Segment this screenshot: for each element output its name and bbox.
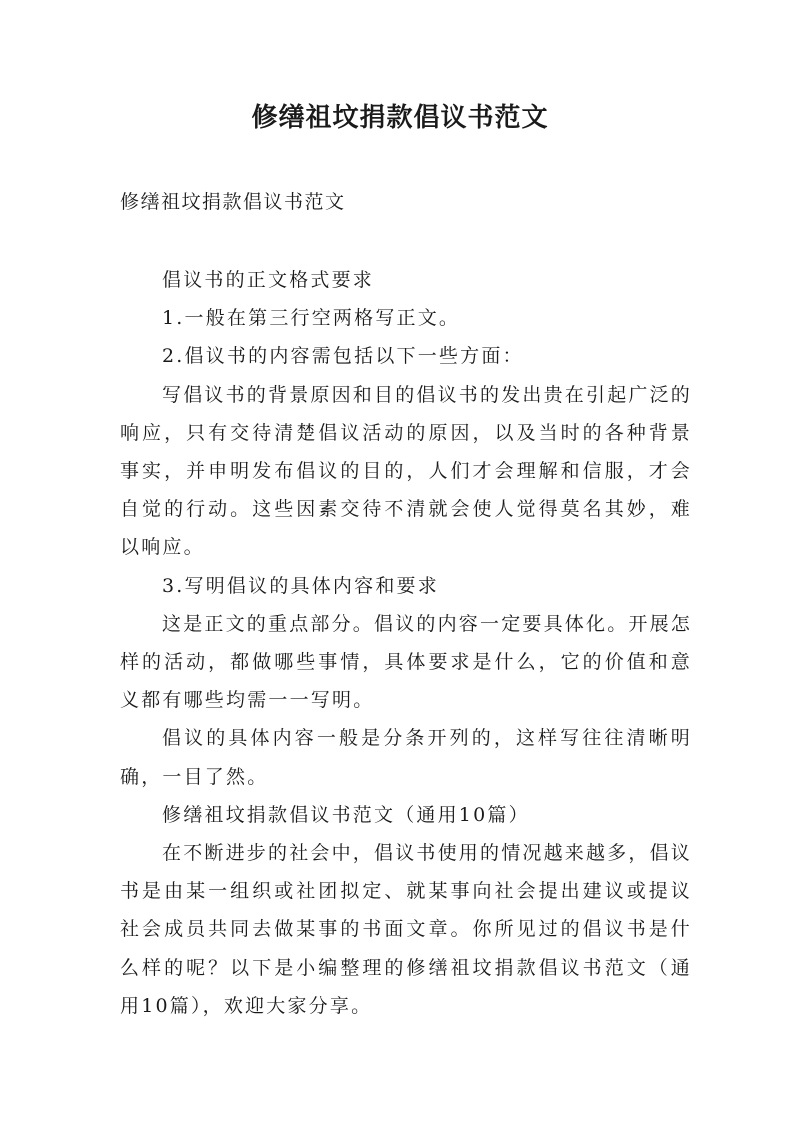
- document-body: [120, 261, 692, 1025]
- paragraph-introduction: 在不断进步的社会中，倡议书使用的情况越来越多，倡议书是由某一组织或社团拟定、就某事向社会提出建议或提议社会成员共同去做某事的书面文章。你所见过的倡议书是什么样的呢？以下是小编整理的修缮祖坟捐款倡议书范文（通用10篇），欢迎大家分享。: [120, 842, 693, 1017]
- document-title: 修缮祖坟捐款倡议书范文: [251, 103, 549, 133]
- paragraph-background: 写倡议书的背景原因和目的倡议书的发出贵在引起广泛的响应，只有交待清楚倡议活动的原因，以及当时的各种背景事实，并申明发布倡议的目的，人们才会理解和信服，才会自觉的行动。这些因素交待不清就会使人觉得莫名其妙，难以响应。: [120, 383, 693, 559]
- paragraph-key-content: 这是正文的重点部分。倡议的内容一定要具体化。开展怎样的活动，都做哪些事情，具体要求是什么，它的价值和意义都有哪些均需一一写明。: [120, 612, 693, 712]
- paragraph-item-3: 3.写明倡议的具体内容和要求: [162, 574, 439, 597]
- paragraph-sample-title: 修缮祖坟捐款倡议书范文（通用10篇）: [162, 803, 530, 826]
- paragraph-item-1: 1.一般在第三行空两格写正文。: [162, 307, 461, 330]
- paragraph-format-heading: 倡议书的正文格式要求: [162, 269, 375, 291]
- document-subtitle: 修缮祖坟捐款倡议书范文: [120, 191, 346, 213]
- paragraph-item-2: 2.倡议书的内容需包括以下一些方面：: [162, 345, 524, 368]
- paragraph-itemized: 倡议的具体内容一般是分条开列的，这样写往往清晰明确，一目了然。: [120, 727, 692, 788]
